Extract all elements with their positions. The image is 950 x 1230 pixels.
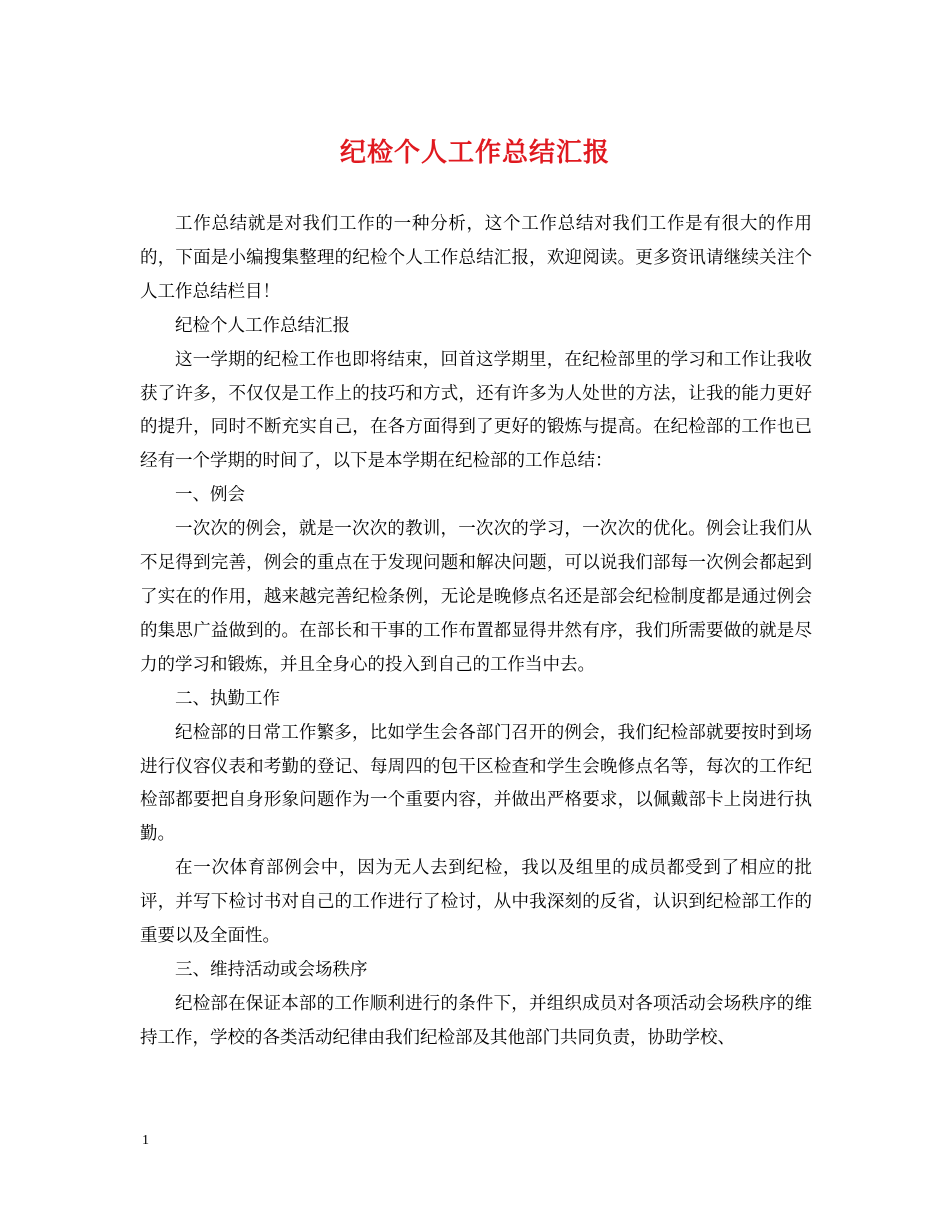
paragraph-order: 纪检部在保证本部的工作顺利进行的条件下，并组织成员对各项活动会场秩序的维持工作，学校的各类活动纪律由我们纪检部及其他部门共同负责，协助学校、	[140, 993, 812, 1048]
page-number: 1	[142, 1133, 149, 1148]
paragraph-duty: 纪检部的日常工作繁多，比如学生会各部门召开的例会，我们纪检部就要按时到场进行仪容仪表和考勤的登记、每周四的包干区检查和学生会晚修点名等，每次的工作纪检部都要把自身形象问题作为一个重要内容，并做出严格要求，以佩戴部卡上岗进行执勤。	[140, 722, 812, 845]
section-heading-duty: 二、执勤工作	[175, 688, 280, 709]
section-heading-order: 三、维持活动或会场秩序	[175, 959, 368, 980]
paragraph-duty-reflection: 在一次体育部例会中，因为无人去到纪检，我以及组里的成员都受到了相应的批评，并写下检讨书对自己的工作进行了检讨，从中我深刻的反省，认识到纪检部工作的重要以及全面性。	[140, 858, 812, 947]
paragraph-opening: 这一学期的纪检工作也即将结束，回首这学期里，在纪检部里的学习和工作让我收获了许多，不仅仅是工作上的技巧和方式，还有许多为人处世的方法，让我的能力更好的提升，同时不断充实自己，在各方面得到了更好的锻炼与提高。在纪检部的工作也已经有一个学期的时间了，以下是本学期在纪检部的工作总结：	[140, 349, 812, 472]
document-title: 纪检个人工作总结汇报	[339, 138, 610, 168]
paragraph-intro: 工作总结就是对我们工作的一种分析，这个工作总结对我们工作是有很大的作用的，下面是小编搜集整理的纪检个人工作总结汇报，欢迎阅读。更多资讯请继续关注个人工作总结栏目！	[140, 214, 812, 302]
paragraph-meeting: 一次次的例会，就是一次次的教训，一次次的学习，一次次的优化。例会让我们从不足得到完善，例会的重点在于发现问题和解决问题，可以说我们部每一次例会都起到了实在的作用，越来越完善纪检条例，无论是晚修点名还是部会纪检制度都是通过例会的集思广益做到的。在部长和干事的工作布置都显得井然有序，我们所需要做的就是尽力的学习和锻炼，并且全身心的投入到自己的工作当中去。	[140, 519, 812, 675]
section-heading-meeting: 一、例会	[175, 485, 245, 506]
paragraph-subtitle: 纪检个人工作总结汇报	[175, 315, 350, 336]
document-body	[140, 208, 812, 1056]
